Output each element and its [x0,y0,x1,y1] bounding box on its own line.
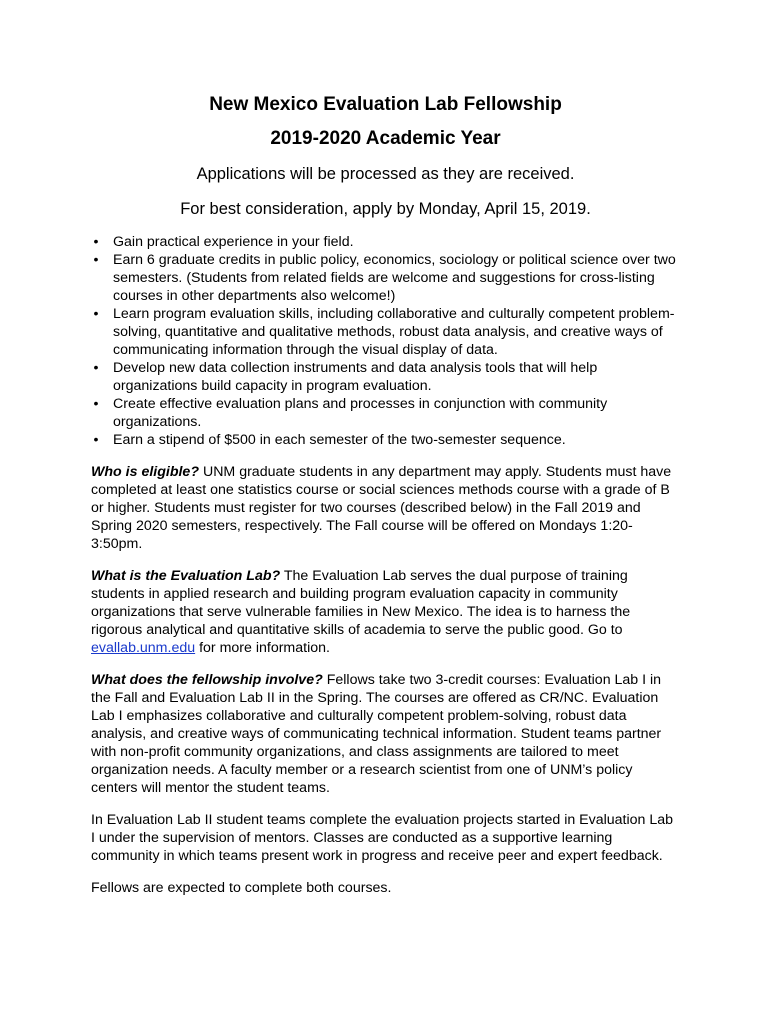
involve-heading: What does the fellowship involve? [91,672,323,688]
list-item-text: Earn a stipend of $500 in each semester of the two-semester sequence. [113,432,566,448]
eligibility-paragraph [91,463,680,553]
benefits-list [91,233,680,449]
bullet-icon: • [93,306,99,322]
list-item [91,359,680,395]
list-item [91,233,680,251]
list-item [91,305,680,359]
bullet-icon: • [93,234,99,250]
eligibility-text: UNM graduate students in any department may apply. Students must have completed at least one statistics course or social sciences methods course with a grade of B or higher. Students must register for two courses (described below) in the Fall 2019 and Spring 2020 semesters, respectively. The Fall course will be offered on Mondays 1:20-3:50pm. [91,464,672,552]
list-item-text: Earn 6 graduate credits in public policy, economics, sociology or political science over two semesters. (Students from related fields are welcome and suggestions for cross-listing courses in other departments also welcome!) [113,252,676,304]
lab2-paragraph: In Evaluation Lab II student teams complete the evaluation projects started in Evaluation Lab I under the supervision of mentors. Classes are conducted as a supportive learning community in which teams present work in progress and receive peer and expert feedback. [91,812,674,864]
eligibility-heading: Who is eligible? [91,464,199,480]
about-text-after: for more information. [195,640,330,656]
about-text: The Evaluation Lab serves the dual purpose of training students in applied research and building program evaluation capacity in community organizations that serve vulnerable families in New Mexico. The idea is to harness the rigorous analytical and quantitative skills of academia to serve the public good. Go to [91,568,631,638]
deadline-note: For best consideration, apply by Monday, April 15, 2019. [180,200,591,218]
bullet-icon: • [93,396,99,412]
list-item-text: Learn program evaluation skills, including collaborative and culturally competent problem-solving, quantitative and qualitative methods, robust data analysis, and creative ways of communicating information through the visual display of data. [113,306,675,358]
list-item-text: Gain practical experience in your field. [113,234,354,250]
bullet-icon: • [93,252,99,268]
bullet-icon: • [93,432,99,448]
about-paragraph [91,567,680,657]
closing-paragraph: Fellows are expected to complete both courses. [91,880,392,896]
list-item [91,395,680,431]
list-item [91,251,680,305]
list-item-text: Create effective evaluation plans and processes in conjunction with community organizations. [113,396,608,430]
page-title: New Mexico Evaluation Lab Fellowship [209,94,562,115]
involve-text: Fellows take two 3-credit courses: Evaluation Lab I in the Fall and Evaluation Lab II in the Spring. The courses are offered as CR/NC. Evaluation Lab I emphasizes collaborative and culturally competent problem-solving, robust data analysis, and creative ways of communicating technical information. Student teams partner with non-profit community organizations, and class assignments are tailored to meet organization needs. A faculty member or a research scientist from one of UNM’s policy centers will mentor the student teams. [91,672,662,796]
about-heading: What is the Evaluation Lab? [91,568,281,584]
list-item-text: Develop new data collection instruments and data analysis tools that will help organizations build capacity in program evaluation. [113,360,598,394]
bullet-icon: • [93,360,99,376]
evallab-link[interactable]: evallab.unm.edu [91,640,196,656]
list-item [91,431,680,449]
academic-year-title: 2019-2020 Academic Year [270,128,501,149]
involve-paragraph [91,671,680,797]
processing-note: Applications will be processed as they are received. [196,165,575,183]
